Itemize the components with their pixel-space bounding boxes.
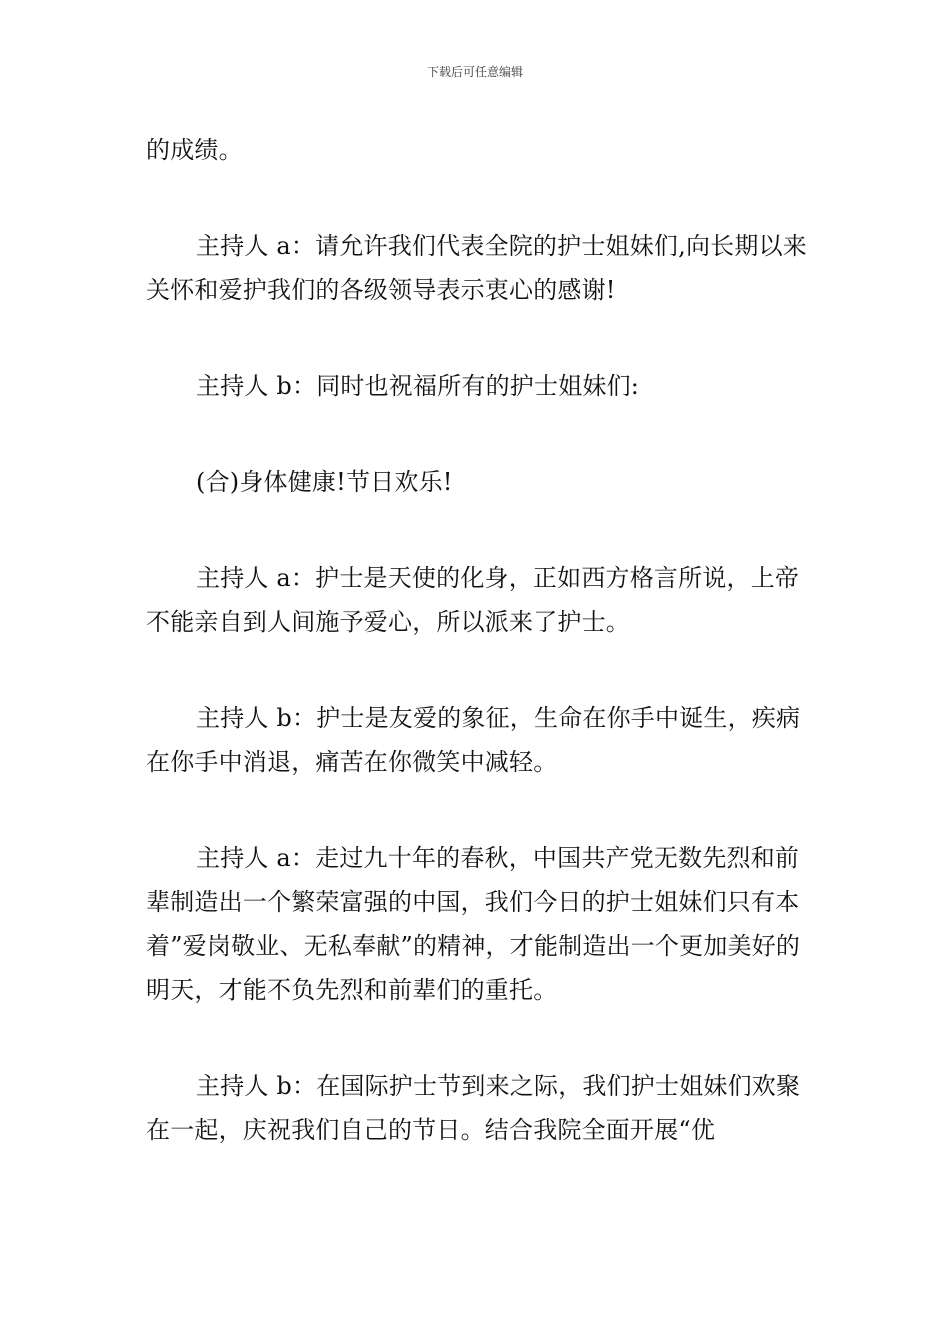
paragraph-host-a-history: 主持人 a：走过九十年的春秋，中国共产党无数先烈和前辈制造出一个繁荣富强的中国，我们今日的护士姐妹们只有本着”爱岗敬业、无私奉献”的精神，才能制造出一个更加美好的明天，才能不负先烈和前辈们的重托。 [146,844,801,1004]
paragraph-together: (合)身体健康!节日欢乐! [196,468,453,496]
paragraph-host-b-love: 主持人 b：护士是友爱的象征，生命在你手中诞生，疾病在你手中消退，痛苦在你微笑中减轻。 [146,704,801,776]
paragraph-host-a-angel: 主持人 a：护士是天使的化身，正如西方格言所说，上帝不能亲自到人间施予爱心，所以派来了护士。 [146,564,800,636]
document-body [146,128,810,1204]
paragraph-continuation: 的成绩。 [146,136,243,164]
page-header: 下载后可任意编辑 [426,65,523,79]
paragraph-host-b-blessing: 主持人 b：同时也祝福所有的护士姐妹们: [196,372,640,400]
paragraph-host-a-thanks: 主持人 a：请允许我们代表全院的护士姐妹们,向长期以来关怀和爱护我们的各级领导表示衷心的感谢! [146,232,807,304]
paragraph-host-b-festival: 主持人 b：在国际护士节到来之际，我们护士姐妹们欢聚在一起，庆祝我们自己的节日。结合我院全面开展“优 [146,1072,801,1144]
